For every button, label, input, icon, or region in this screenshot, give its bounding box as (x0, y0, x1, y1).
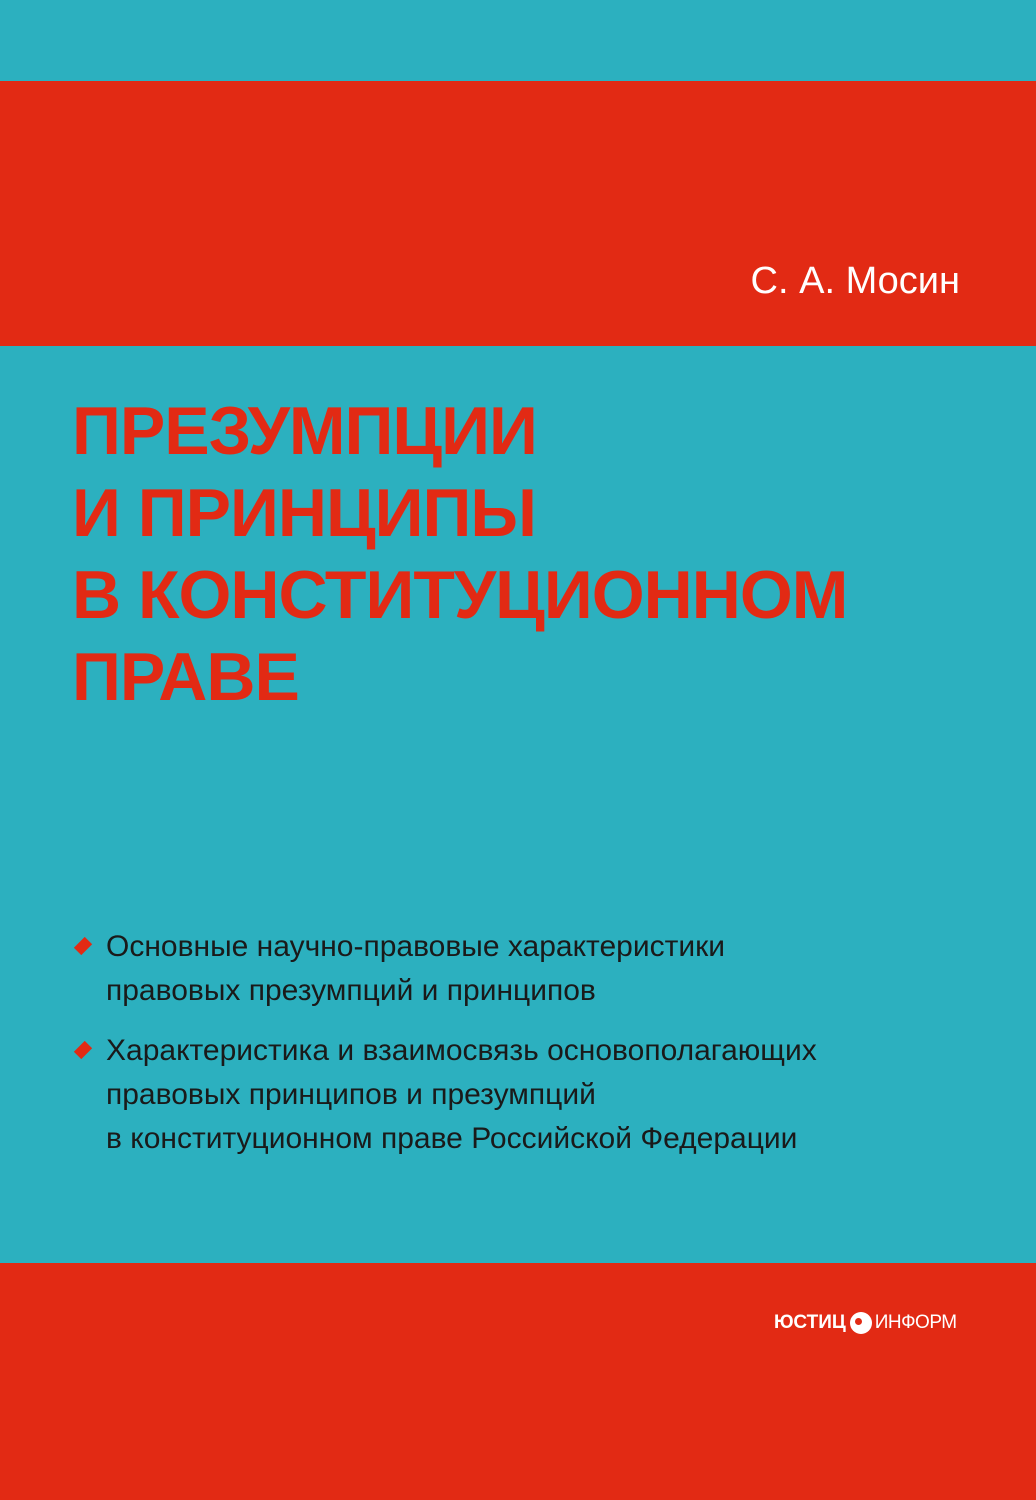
title-line: В КОНСТИТУЦИОННОМ (72, 557, 848, 633)
bottom-red-band (0, 1263, 1036, 1500)
author-name: С. А. Мосин (750, 260, 960, 302)
diamond-bullet-icon (74, 1041, 92, 1059)
publisher-name-right: ИНФОРМ (874, 1312, 957, 1333)
feature-item (76, 925, 976, 1013)
feature-line: в конституционном праве Российской Федерации (106, 1122, 798, 1155)
publisher-name-left: ЮСТИЦ (774, 1312, 846, 1333)
feature-line: Характеристика и взаимосвязь основополагающих (106, 1034, 817, 1067)
top-red-band (0, 81, 1036, 346)
feature-text (106, 1029, 976, 1161)
diamond-bullet-icon (74, 937, 92, 955)
feature-line: Основные научно-правовые характеристики (106, 930, 725, 963)
feature-item (76, 1029, 976, 1161)
book-title (72, 390, 847, 718)
publisher-logo (774, 1311, 957, 1335)
title-line: ПРЕЗУМПЦИИ (72, 393, 537, 469)
feature-line: правовых презумпций и принципов (106, 974, 596, 1007)
publisher-logo-dot-icon (850, 1312, 872, 1334)
title-line: И ПРИНЦИПЫ (72, 475, 536, 551)
title-line: ПРАВЕ (72, 639, 299, 715)
feature-list (76, 925, 976, 1177)
feature-line: правовых принципов и презумпций (106, 1078, 596, 1111)
feature-text (106, 925, 976, 1013)
